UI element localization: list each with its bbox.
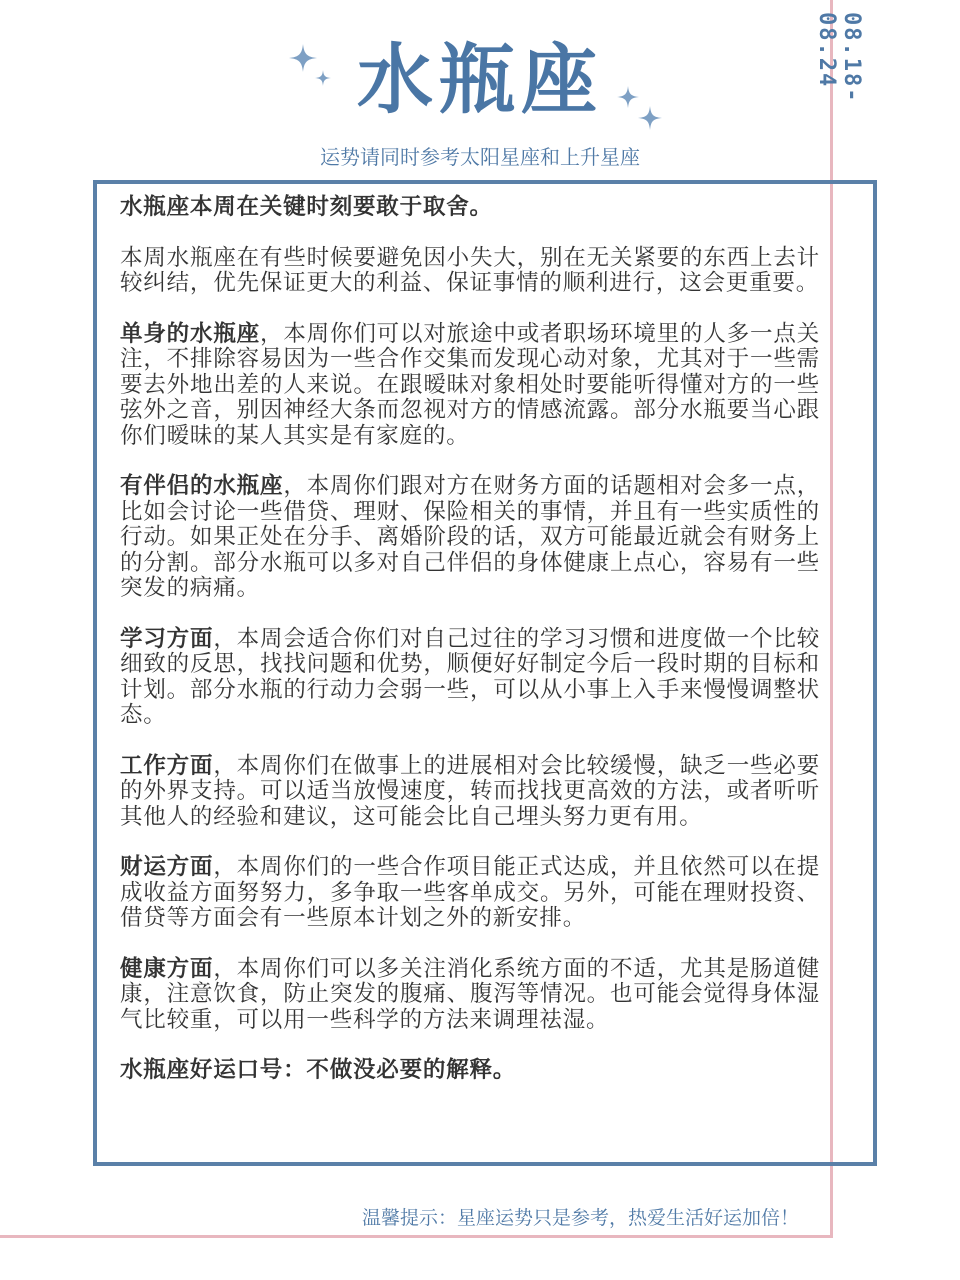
work-text: ，本周你们在做事上的进展相对会比较缓慢，缺乏一些必要的外界支持。可以适当放慢速度，转而找找更高效的方法，或者听听其他人的经验和建议，这可能会比自己埋头努力更有用。 [120,752,820,830]
footer-prefix: 温馨提示： [362,1207,458,1229]
health-label: 健康方面 [120,955,214,982]
health-text: ，本周你们可以多关注消化系统方面的不适，尤其是肠道健康，注意饮食，防止突发的腹痛、腹泻等情况。也可能会觉得身体湿气比较重，可以用一些科学的方法来调理祛湿。 [120,955,820,1033]
work-paragraph [120,754,820,831]
partnered-text: ，本周你们跟对方在财务方面的话题相对会多一点，比如会讨论一些借贷、理财、保险相关的事情，并且有一些实质性的行动。如果正处在分手、离婚阶段的话，双方可能最近就会有财务上的分割。部分水瓶可以多对自己伴侣的身体健康上点心，容易有一些突发的病痛。 [120,473,820,601]
pink-horizontal-line [0,1235,833,1238]
wealth-text: ，本周你们的一些合作项目能正式达成，并且依然可以在提成收益方面努努力，多争取一些客单成交。另外，可能在理财投资、借贷等方面会有一些原本计划之外的新安排。 [120,854,820,931]
subtitle: 运势请同时参考太阳星座和上升星座 [320,145,640,169]
horoscope-content [120,195,820,1109]
study-text: ，本周会适合你们对自己过往的学习习惯和进度做一个比较细致的反思，找找问题和优势，顺便好好制定今后一段时期的目标和计划。部分水瓶的行动力会弱一些，可以从小事上入手来慢慢调整状态。 [120,625,820,728]
single-text: ，本周你们可以对旅途中或者职场环境里的人多一点关注，不排除容易因为一些合作交集而发现心动对象，尤其对于一些需要去外地出差的人来说。在跟暧昧对象相处时要能听得懂对方的一些弦外之音，别因神经大条而忽视对方的情感流露。部分水瓶要当心跟你们暧昧的某人其实是有家庭的。 [120,320,820,449]
single-label: 单身的水瓶座 [120,320,261,347]
study-label: 学习方面 [120,625,214,652]
wealth-label: 财运方面 [120,854,214,880]
slogan: 水瓶座好运口号：不做没必要的解释。 [120,1057,517,1083]
footer-tip [362,1205,799,1231]
study-paragraph [120,627,820,729]
partnered-paragraph [120,474,820,602]
partnered-label: 有伴侣的水瓶座 [120,473,284,499]
health-paragraph [120,957,820,1034]
single-paragraph [120,322,820,450]
wealth-paragraph [120,855,820,932]
intro-paragraph: 本周水瓶座在有些时候要避免因小失大，别在无关紧要的东西上去计较纠结，优先保证更大的利益、保证事情的顺利进行，这会更重要。 [120,244,820,296]
date-range: 08.18-08.24 [814,12,864,104]
headline: 水瓶座本周在关键时刻要敢于取舍。 [120,194,493,220]
footer-text: 星座运势只是参考，热爱生活好运加倍！ [457,1207,800,1229]
work-label: 工作方面 [120,752,214,779]
page-title: 水瓶座 [357,35,603,124]
